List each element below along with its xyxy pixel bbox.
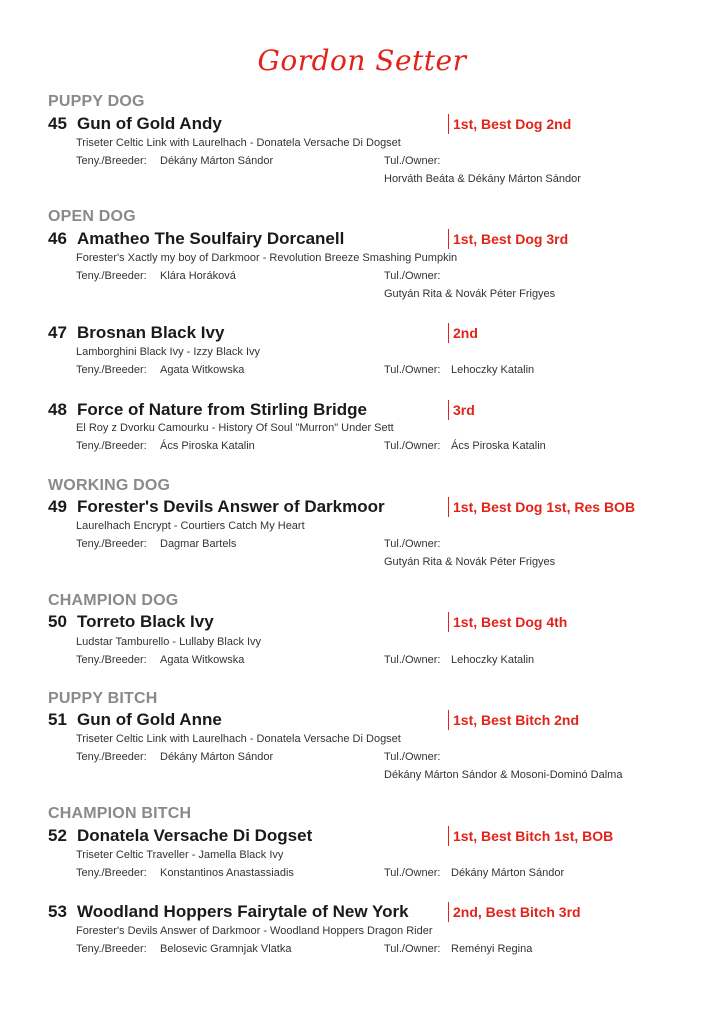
owner-label: Tul./Owner: — [384, 538, 441, 550]
dog-entry-47 — [48, 323, 224, 343]
owner-label: Tul./Owner: — [384, 364, 441, 376]
dog-entry-50 — [48, 612, 214, 632]
section-heading-champion-bitch: CHAMPION BITCH — [48, 805, 192, 822]
parents-line: Triseter Celtic Traveller - Jamella Black Ivy — [76, 849, 284, 861]
owner-name-continued: Horváth Beáta & Dékány Márton Sándor — [384, 173, 581, 185]
dog-name: Force of Nature from Stirling Bridge — [77, 400, 367, 419]
breeder-label: Teny./Breeder: — [76, 155, 147, 167]
result-label: 3rd — [448, 400, 475, 420]
entry-number: 45 — [48, 114, 67, 133]
page-title: Gordon Setter — [257, 44, 467, 77]
owner-name-continued: Dékány Márton Sándor & Mosoni-Dominó Dalma — [384, 769, 623, 781]
breeder-name: Dékány Márton Sándor — [160, 155, 274, 167]
owner-name-continued: Gutyán Rita & Novák Péter Frigyes — [384, 556, 556, 568]
breeder-line — [76, 751, 273, 763]
result-label: 1st, Best Dog 1st, Res BOB — [448, 497, 635, 517]
result-label: 2nd — [448, 323, 478, 343]
section-heading-champion-dog: CHAMPION DOG — [48, 592, 179, 609]
entry-number: 46 — [48, 229, 67, 248]
dog-name: Woodland Hoppers Fairytale of New York — [77, 902, 409, 921]
breeder-label: Teny./Breeder: — [76, 538, 147, 550]
dog-name: Gun of Gold Andy — [77, 114, 222, 133]
owner-line — [384, 538, 451, 550]
owner-name: Lehoczky Katalin — [451, 654, 535, 666]
breeder-label: Teny./Breeder: — [76, 364, 147, 376]
parents-line: Lamborghini Black Ivy - Izzy Black Ivy — [76, 346, 261, 358]
breeder-line — [76, 364, 244, 376]
dog-name: Amatheo The Soulfairy Dorcanell — [77, 229, 345, 248]
breeder-label: Teny./Breeder: — [76, 440, 147, 452]
owner-name: Ács Piroska Katalin — [451, 440, 546, 452]
parents-line: El Roy z Dvorku Camourku - History Of Soul "Murron" Under Sett — [76, 422, 394, 434]
breeder-name: Belosevic Gramnjak Vlatka — [160, 943, 292, 955]
breeder-name: Agata Witkowska — [160, 654, 245, 666]
entry-number: 50 — [48, 612, 67, 631]
breeder-name: Ács Piroska Katalin — [160, 440, 255, 452]
breeder-name: Klára Horáková — [160, 270, 236, 282]
section-heading-puppy-bitch: PUPPY BITCH — [48, 690, 158, 707]
owner-line — [384, 943, 532, 955]
owner-line — [384, 270, 451, 282]
owner-label: Tul./Owner: — [384, 270, 441, 282]
owner-label: Tul./Owner: — [384, 155, 441, 167]
owner-line — [384, 867, 564, 879]
dog-entry-49 — [48, 497, 385, 517]
owner-line — [384, 751, 451, 763]
breeder-line — [76, 654, 244, 666]
owner-line — [384, 440, 546, 452]
parents-line: Ludstar Tamburello - Lullaby Black Ivy — [76, 636, 262, 648]
owner-label: Tul./Owner: — [384, 751, 441, 763]
entry-number: 53 — [48, 902, 67, 921]
entry-number: 51 — [48, 710, 67, 729]
breeder-label: Teny./Breeder: — [76, 867, 147, 879]
entry-number: 48 — [48, 400, 67, 419]
breeder-name: Dagmar Bartels — [160, 538, 237, 550]
dog-entry-52 — [48, 826, 312, 846]
breeder-label: Teny./Breeder: — [76, 751, 147, 763]
dog-name: Brosnan Black Ivy — [77, 323, 225, 342]
dog-name: Forester's Devils Answer of Darkmoor — [77, 497, 385, 516]
parents-line: Triseter Celtic Link with Laurelhach - Donatela Versache Di Dogset — [76, 733, 401, 745]
dog-name: Torreto Black Ivy — [77, 612, 214, 631]
breeder-label: Teny./Breeder: — [76, 270, 147, 282]
owner-label: Tul./Owner: — [384, 440, 441, 452]
dog-name: Gun of Gold Anne — [77, 710, 222, 729]
section-heading-working-dog: WORKING DOG — [48, 477, 171, 494]
dog-entry-51 — [48, 710, 222, 730]
breeder-line — [76, 270, 236, 282]
owner-line — [384, 364, 534, 376]
owner-line — [384, 155, 451, 167]
owner-label: Tul./Owner: — [384, 943, 441, 955]
breeder-line — [76, 155, 273, 167]
section-heading-puppy-dog: PUPPY DOG — [48, 93, 145, 110]
entry-number: 52 — [48, 826, 67, 845]
parents-line: Forester's Devils Answer of Darkmoor - Woodland Hoppers Dragon Rider — [76, 925, 433, 937]
parents-line: Forester's Xactly my boy of Darkmoor - Revolution Breeze Smashing Pumpkin — [76, 252, 458, 264]
owner-label: Tul./Owner: — [384, 654, 441, 666]
breeder-label: Teny./Breeder: — [76, 943, 147, 955]
dog-entry-48 — [48, 400, 367, 420]
result-label: 1st, Best Dog 3rd — [448, 229, 568, 249]
breeder-line — [76, 867, 294, 879]
owner-name: Lehoczky Katalin — [451, 364, 535, 376]
result-label: 1st, Best Dog 2nd — [448, 114, 571, 134]
owner-line — [384, 654, 534, 666]
entry-number: 49 — [48, 497, 67, 516]
owner-name-continued: Gutyán Rita & Novák Péter Frigyes — [384, 288, 556, 300]
result-label: 2nd, Best Bitch 3rd — [448, 902, 581, 922]
owner-label: Tul./Owner: — [384, 867, 441, 879]
breeder-name: Agata Witkowska — [160, 364, 245, 376]
breeder-line — [76, 538, 236, 550]
breeder-line — [76, 440, 255, 452]
dog-entry-53 — [48, 902, 409, 922]
result-label: 1st, Best Dog 4th — [448, 612, 567, 632]
section-heading-open-dog: OPEN DOG — [48, 208, 136, 225]
dog-entry-46 — [48, 229, 344, 249]
dog-name: Donatela Versache Di Dogset — [77, 826, 313, 845]
parents-line: Laurelhach Encrypt - Courtiers Catch My Heart — [76, 520, 305, 532]
owner-name: Reményi Regina — [451, 943, 533, 955]
result-label: 1st, Best Bitch 1st, BOB — [448, 826, 613, 846]
result-label: 1st, Best Bitch 2nd — [448, 710, 579, 730]
breeder-name: Konstantinos Anastassiadis — [160, 867, 294, 879]
breeder-line — [76, 943, 291, 955]
owner-name: Dékány Márton Sándor — [451, 867, 565, 879]
dog-entry-45 — [48, 114, 222, 134]
breeder-label: Teny./Breeder: — [76, 654, 147, 666]
breeder-name: Dékány Márton Sándor — [160, 751, 274, 763]
entry-number: 47 — [48, 323, 67, 342]
parents-line: Triseter Celtic Link with Laurelhach - Donatela Versache Di Dogset — [76, 137, 401, 149]
